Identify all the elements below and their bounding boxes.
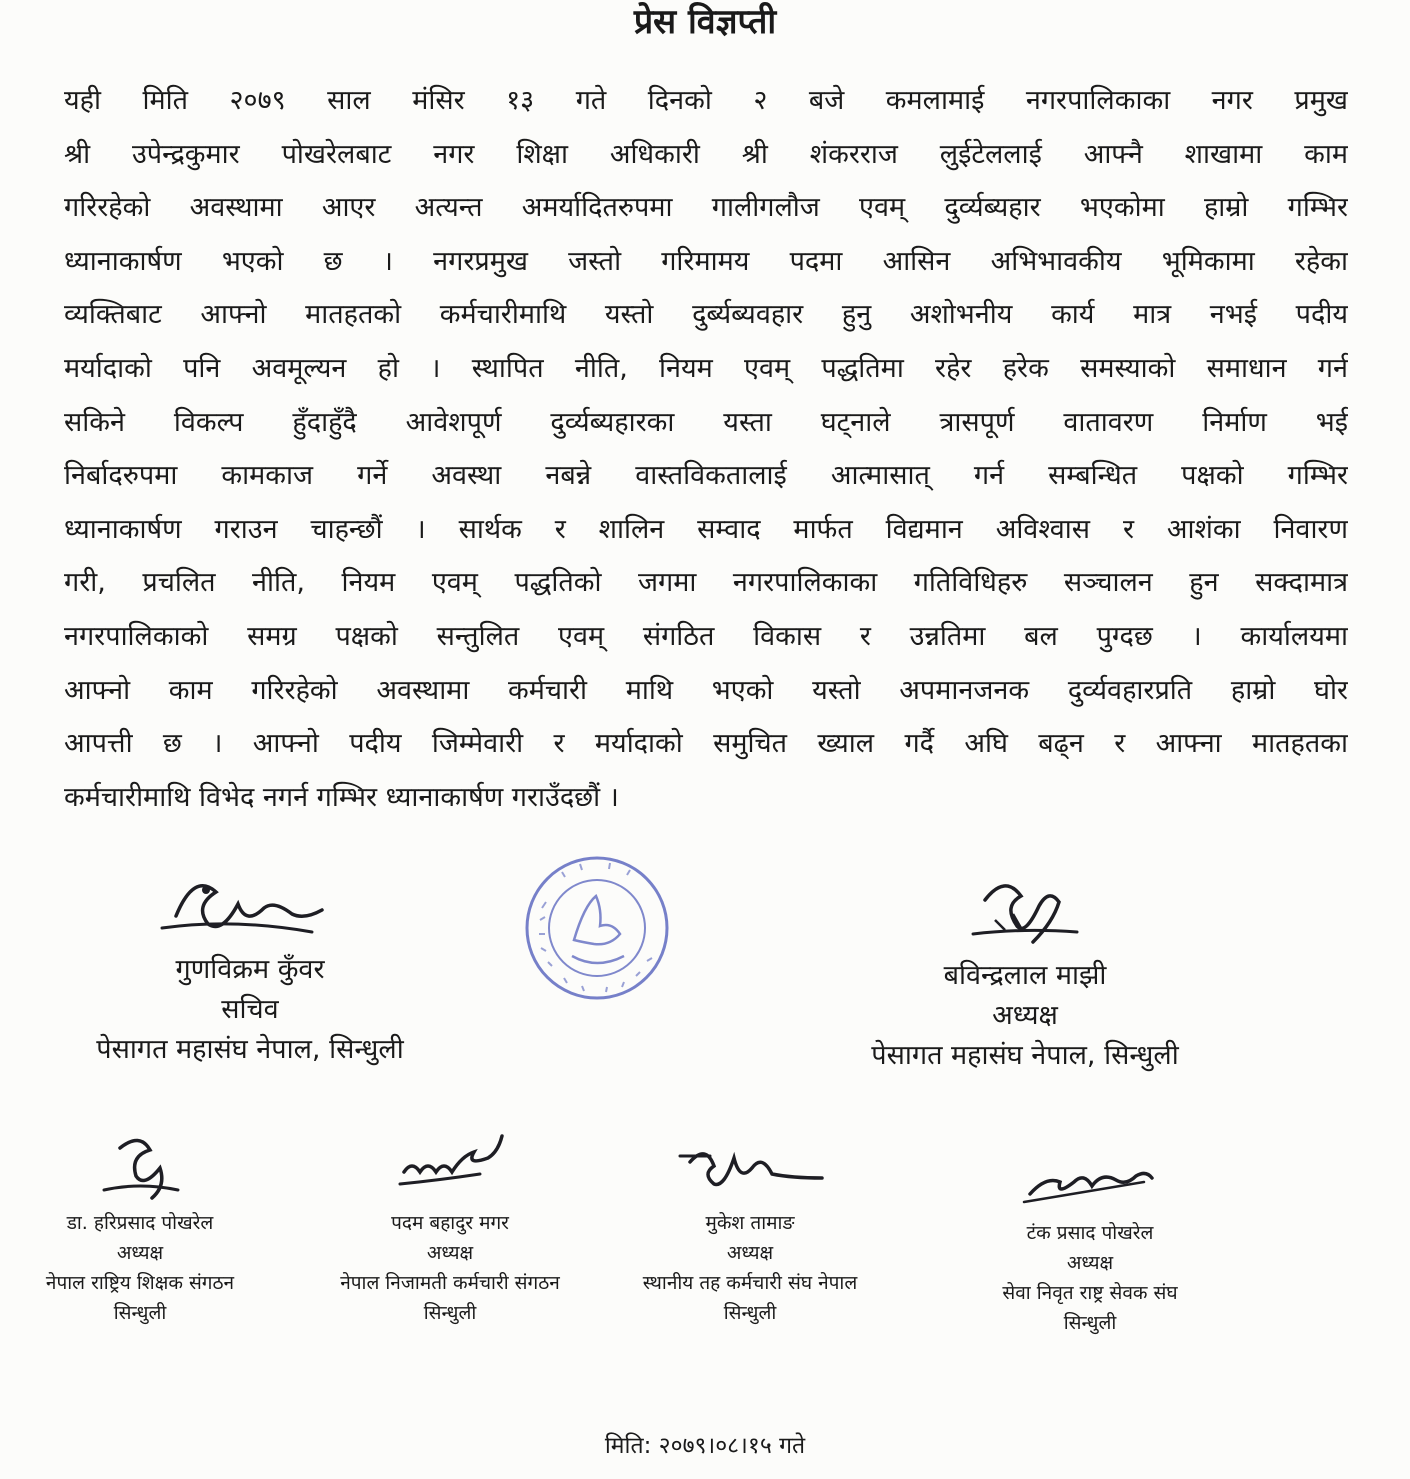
handwritten-signature: [1000, 1148, 1180, 1218]
signatory-role: सचिव: [221, 994, 279, 1025]
signatory-name: टंक प्रसाद पोखरेल: [1026, 1222, 1154, 1244]
signatory-name: बविन्द्रलाल माझी: [943, 960, 1107, 991]
signatory-role: अध्यक्ष: [992, 1000, 1058, 1031]
signatory-civil-servants-organization: [300, 1128, 600, 1328]
signatory-teachers-organization: [0, 1128, 280, 1328]
signatory-name: डा. हरिप्रसाद पोखरेल: [66, 1212, 214, 1234]
signatory-place: सिन्धुली: [1063, 1312, 1117, 1334]
signatory-organization: पेसागत महासंघ नेपाल, सिन्धुली: [96, 1034, 404, 1065]
signatory-president: [830, 870, 1220, 1076]
handwritten-signature: [370, 1128, 530, 1208]
signatory-organization: नेपाल राष्ट्रिय शिक्षक संगठन: [45, 1272, 235, 1294]
official-seal: [512, 848, 682, 1008]
handwritten-signature: [140, 866, 360, 950]
body-line: ध्यानाकार्षण भएको छ । नगरप्रमुख जस्तो गरिमामय पदमा आसिन अभिभावकीय भूमिकामा रहेका: [64, 245, 1348, 277]
body-line: ध्यानाकार्षण गराउन चाहन्छौं । सार्थक र शालिन सम्वाद मार्फत विद्यमान अविश्वास र आशंका निवारण: [64, 513, 1348, 545]
signatory-organization: स्थानीय तह कर्मचारी संघ नेपाल: [642, 1272, 858, 1294]
handwritten-signature: [955, 870, 1095, 956]
body-line: निर्बादरुपमा कामकाज गर्ने अवस्था नबन्ने वास्तविकतालाई आत्मासात् गर्न सम्बन्धित पक्षको गम्भिर: [64, 460, 1348, 492]
body-line: गरी, प्रचलित नीति, नियम एवम् पद्धतिको जगमा नगरपालिकाका गतिविधिहरु सञ्चालन हुन सक्दामात्र: [64, 567, 1348, 599]
signatory-role: अध्यक्ष: [726, 1242, 774, 1264]
body-line: श्री उपेन्द्रकुमार पोखरेलबाट नगर शिक्षा अधिकारी श्री शंकरराज लुईटेललाई आफ्नै शाखामा काम: [64, 138, 1348, 170]
signatory-name: पदम बहादुर मगर: [391, 1212, 509, 1234]
body-line: आपत्ती छ । आफ्नो पदीय जिम्मेवारी र मर्यादाको समुचित ख्याल गर्दै अघि बढ्न र आफ्ना मातहतका: [64, 728, 1348, 760]
signatory-organization: सेवा निवृत राष्ट्र सेवक संघ: [1002, 1282, 1178, 1304]
handwritten-signature: [650, 1132, 850, 1208]
press-release-body: [64, 74, 1348, 824]
signatory-place: सिन्धुली: [113, 1302, 167, 1324]
signatory-role: अध्यक्ष: [426, 1242, 474, 1264]
signatory-secretary: [40, 866, 460, 1070]
signatory-role: अध्यक्ष: [116, 1242, 164, 1264]
signatory-organization: पेसागत महासंघ नेपाल, सिन्धुली: [871, 1040, 1179, 1071]
body-line: गरिरहेको अवस्थामा आएर अत्यन्त अमर्यादितरुपमा गालीगलौज एवम् दुर्व्यब्यहार भएकोमा हाम्रो गम्भिर: [64, 192, 1348, 224]
body-line: सकिने विकल्प हुँदाहुँदै आवेशपूर्ण दुर्व्यब्यहारका यस्ता घट्नाले त्रासपूर्ण वातावरण निर्माण भई: [64, 406, 1348, 438]
signatory-local-staff-union: [600, 1132, 900, 1328]
signatory-name: गुणविक्रम कुँवर: [175, 954, 325, 985]
handwritten-signature: [90, 1128, 190, 1208]
body-line: आफ्नो काम गरिरहेको अवस्थामा कर्मचारी माथि भएको यस्तो अपमानजनक दुर्व्यवहारप्रति हाम्रो घोर: [64, 674, 1348, 706]
body-line: व्यक्तिबाट आफ्नो मातहतको कर्मचारीमाथि यस्तो दुर्ब्यब्यवहार हुनु अशोभनीय कार्य मात्र नभई पदीय: [64, 299, 1348, 331]
page-title: प्रेस विज्ञप्ती: [633, 2, 777, 42]
body-line: कर्मचारीमाथि विभेद नगर्न गम्भिर ध्यानाकार्षण गराउँदछौं ।: [64, 781, 619, 813]
signatory-retired-servants-union: [940, 1148, 1240, 1338]
issue-date: मिति: २०७९।०८।१५ गते: [604, 1433, 806, 1459]
signatory-place: सिन्धुली: [723, 1302, 777, 1324]
body-line: मर्यादाको पनि अवमूल्यन हो । स्थापित नीति, नियम एवम् पद्धतिमा रहेर हरेक समस्याको समाधान गर्न: [64, 352, 1348, 384]
body-line: नगरपालिकाको समग्र पक्षको सन्तुलित एवम् संगठित विकास र उन्नतिमा बल पुग्दछ । कार्यालयमा: [64, 620, 1348, 652]
signatory-place: सिन्धुली: [423, 1302, 477, 1324]
body-line: यही मिति २०७९ साल मंसिर १३ गते दिनको २ बजे कमलामाई नगरपालिकाका नगर प्रमुख: [64, 85, 1348, 116]
signatory-name: मुकेश तामाङ: [705, 1212, 795, 1234]
signatory-role: अध्यक्ष: [1066, 1252, 1114, 1274]
signatory-organization: नेपाल निजामती कर्मचारी संगठन: [340, 1272, 560, 1294]
